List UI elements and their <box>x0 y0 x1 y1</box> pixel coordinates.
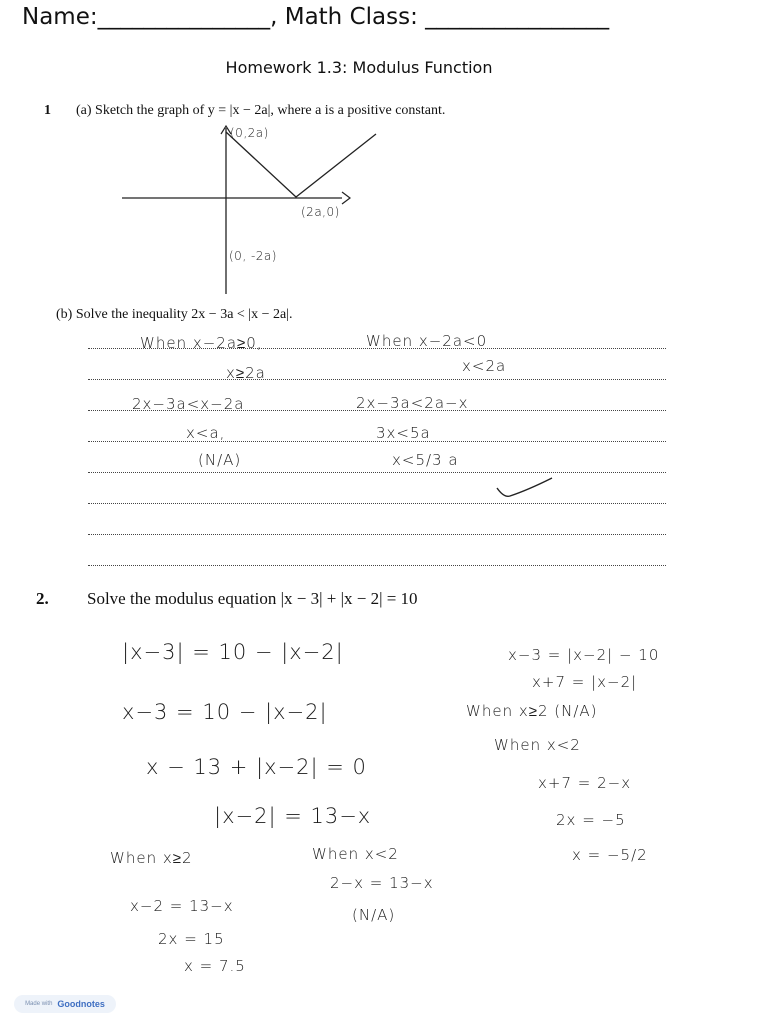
question-1b-prompt: (b) Solve the inequality 2x − 3a < |x − 2a|. <box>56 307 293 322</box>
graph-label-negative-point: (0, -2a) <box>229 249 277 263</box>
q2-work-middle-line: (N/A) <box>352 906 396 924</box>
q1b-work-right-line: 2x−3a<2a−x <box>356 394 469 412</box>
name-class-header: Name:_______________, Math Class: ________________ <box>22 4 610 30</box>
page-title: Homework 1.3: Modulus Function <box>225 58 493 77</box>
question-2-number: 2. <box>36 589 49 608</box>
q1b-work-left-line: (N/A) <box>198 451 242 469</box>
question-2-prompt: Solve the modulus equation |x − 3| + |x − 2| = 10 <box>87 589 418 608</box>
q1b-work-left-line: When x−2a≥0, <box>140 334 263 352</box>
q2-work-right-line: x+7 = |x−2| <box>532 673 638 691</box>
check-mark-icon <box>494 474 556 502</box>
question-1a-prompt: (a) Sketch the graph of y = |x − 2a|, where a is a positive constant. <box>76 103 446 118</box>
modulus-graph-sketch <box>110 118 390 298</box>
q2-work-left-line: 2x = 15 <box>158 930 225 948</box>
q1b-work-right-line: 3x<5a <box>376 424 431 442</box>
q1b-work-left-line: x≥2a <box>226 364 266 382</box>
q2-work-right-line: 2x = −5 <box>556 811 626 829</box>
q2-work-right-line: x+7 = 2−x <box>538 774 632 792</box>
q1b-work-right-line: x<5/3 a <box>392 451 459 469</box>
q2-work-right-line: When x<2 <box>494 736 581 754</box>
q2-work-left-line: |x−3| = 10 − |x−2| <box>122 640 344 664</box>
q1b-work-right-line: x<2a <box>462 357 507 375</box>
graph-label-x-intercept: (2a,0) <box>301 205 340 219</box>
q1b-work-left-line: x<a, <box>186 424 226 442</box>
q2-work-left-line: x = 7.5 <box>184 957 246 975</box>
graph-line <box>226 132 376 197</box>
q2-work-left-line: x − 13 + |x−2| = 0 <box>146 755 367 779</box>
q2-work-left-line: When x≥2 <box>110 849 193 867</box>
made-with-label: Made with <box>25 1001 53 1007</box>
answer-line <box>88 379 666 380</box>
q2-work-left-line: x−3 = 10 − |x−2| <box>122 700 328 724</box>
q2-work-middle-line: When x<2 <box>312 845 399 863</box>
answer-line <box>88 565 666 566</box>
q2-work-right-line: x−3 = |x−2| − 10 <box>508 646 660 664</box>
goodnotes-brand: Goodnotes <box>57 999 105 1009</box>
answer-line <box>88 534 666 535</box>
answer-line <box>88 472 666 473</box>
q2-work-middle-line: 2−x = 13−x <box>330 874 434 892</box>
q2-work-left-line: |x−2| = 13−x <box>214 804 372 828</box>
q1b-work-left-line: 2x−3a<x−2a <box>132 395 245 413</box>
answer-line <box>88 503 666 504</box>
goodnotes-badge[interactable] <box>14 995 116 1013</box>
graph-label-y-intercept: (0,2a) <box>230 126 269 140</box>
q2-work-right-line: When x≥2 (N/A) <box>466 702 598 720</box>
x-axis-arrow <box>342 192 350 204</box>
q2-work-right-line: x = −5/2 <box>572 846 648 864</box>
q2-work-left-line: x−2 = 13−x <box>130 897 234 915</box>
question-1-number: 1 <box>44 103 51 118</box>
q1b-work-right-line: When x−2a<0 <box>366 332 488 350</box>
